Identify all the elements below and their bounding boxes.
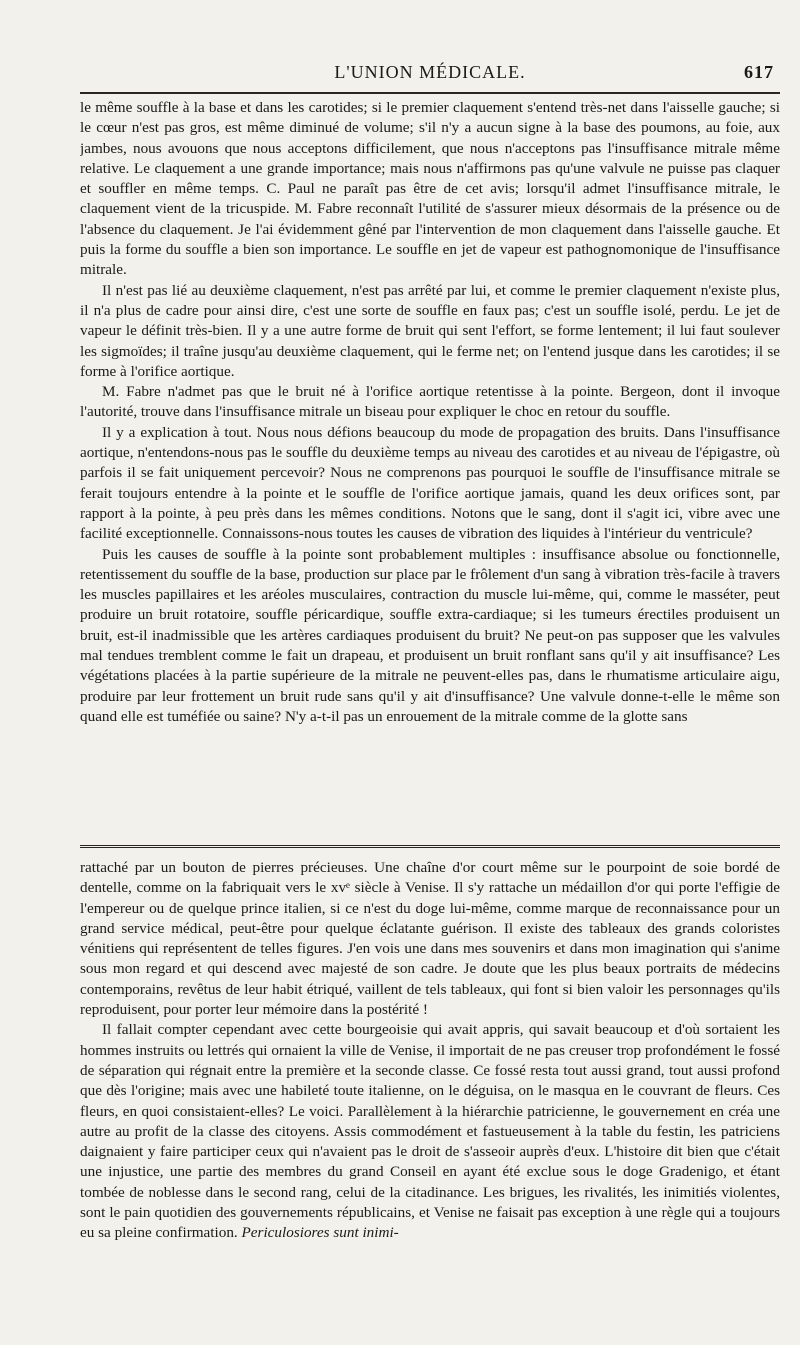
article-paragraph: Il y a explication à tout. Nous nous défions beaucoup du mode de propagation des bruits. Dans l'insuffisance aortique, n'entendons-nous pas le souffle du deuxième temps au niveau des carotides et au niveau de l'épigastre, où parfois il se fait uniquement percevoir? Nous ne comprenons pas pourquoi le souffle de l'insuffisance mitrale se ferait toujours entendre à la pointe et le souffle de l'orifice aortique jamais, quand les deux orifices sont, par rapport à la pointe, à peu près dans les mêmes conditions. Notons que le sang, dont il s'agit ici, vibre avec une facilité exceptionnelle. Connaissons-nous toutes les causes de vibration des liquides à l'intérieur du ventricule? [80, 423, 780, 543]
feuilleton-body [80, 858, 780, 1318]
running-title: L'UNION MÉDICALE. [334, 62, 526, 82]
article-paragraph: M. Fabre n'admet pas que le bruit né à l'orifice aortique retentisse à la pointe. Bergeon, dont il invoque l'autorité, trouve dans l'insuffisance mitrale un biseau pour expliquer le choc en retour du souffle. [80, 383, 780, 421]
header-rule [80, 92, 780, 94]
feuilleton-paragraph-text: Il fallait compter cependant avec cette bourgeoisie qui avait appris, qui savait beaucoup et d'où sortaient les hommes instruits ou lettrés qui ornaient la ville de Venise, il importait de ne pas creuser trop profondément le fossé de séparation qui régnait entre la première et la seconde classe. Ce fossé resta tout aussi grand, tout aussi profond que dès l'origine; mais avec une habileté toute italienne, on le déguisa, on le masqua en le couvrant de fleurs. Ces fleurs, en quoi consistaient-elles? Le voici. Parallèlement à la hiérarchie patricienne, le gouvernement en créa une autre au profit de la classe des citoyens. Assis commodément et fastueusement à la table du festin, les patriciens daignaient y faire participer ceux qui n'avaient pas le droit de s'asseoir auprès d'eux. L'histoire dit bien que c'était une injustice, une partie des membres du grand Conseil en ayant été exclue sous le doge Gradenigo, et étant tombée de noblesse dans le second rang, celui de la citadinance. Les brigues, les rivalités, les inimitiés violentes, sont le pain quotidien des gouvernements républicains, et Venise ne faisait pas exception à une règle qui a toujours eu sa pleine confirmation. [80, 1021, 780, 1242]
latin-quote: Periculosiores sunt inimi- [241, 1224, 399, 1242]
article-body [80, 98, 780, 833]
feuilleton-divider [80, 845, 780, 848]
article-paragraph: Il n'est pas lié au deuxième claquement, n'est pas arrêté par lui, et comme le premier claquement n'existe plus, il n'a plus de cadre pour ainsi dire, c'est une sorte de souffle en faux pas; c'est un souffle isolé, perdu. Le jet de vapeur le définit très-bien. Il y a une autre forme de bruit qui sent l'effort, se forme lentement; il lui faut soulever les sigmoïdes; il traîne jusqu'au deuxième claquement, qui le ferme net; on l'entend jusque dans les carotides; il se forme à l'orifice aortique. [80, 281, 780, 380]
page-number: 617 [744, 62, 774, 82]
feuilleton-paragraph [80, 1020, 780, 1243]
running-head [80, 56, 780, 92]
feuilleton-paragraph: rattaché par un bouton de pierres précieuses. Une chaîne d'or court même sur le pourpoint de soie bordé de dentelle, comme on la fabriquait vers le xvᵉ siècle à Venise. Il s'y rattache un médaillon d'or qui porte l'effigie de l'empereur ou de quelque prince italien, si ce n'est du doge lui-même, comme marque de reconnaissance pour un grand service médical, peut-être pour quelque éclatante guérison. Il existe des tableaux des grands coloristes vénitiens qui représentent de telles figures. J'en vois une dans mes souvenirs et dans mon imagination qui s'anime sous mon regard et qui descend avec majesté de son cadre. Je doute que les plus beaux portraits de médecins contemporains, revêtus de leur habit étriqué, vaillent de tels tableaux, qui font si bien valoir les personnages qu'ils reproduisent, pour porter leur mémoire dans la postérité ! [80, 859, 780, 1019]
article-paragraph: Puis les causes de souffle à la pointe sont probablement multiples : insuffisance absolue ou fonctionnelle, retentissement du souffle de la base, production sur place par le frôlement d'un sang à vibration très-facile à travers les muscles papillaires et les aréoles musculaires, contraction du muscle lui-même, qui, comme le masséter, peut produire un bruit rotatoire, souffle péricardique, souffle extra-cardiaque; si les tumeurs érectiles produisent un bruit, est-il inadmissible que les artères cardiaques produisent du bruit? Ne peut-on pas supposer que les valvules mal tendues tremblent comme le fait un drapeau, et produisent un bruit ronflant sans qu'il y ait insuffisance? Les végétations placées à la partie supérieure de la mitrale ne peuvent-elles pas, dans le rhumatisme articulaire aigu, produire par leur frottement un bruit rude sans qu'il y ait d'insuffisance? Une valvule donne-t-elle le même son quand elle est tuméfiée ou saine? N'y a-t-il pas un enrouement de la mitrale comme de la glotte sans [80, 545, 780, 725]
article-paragraph: le même souffle à la base et dans les carotides; si le premier claquement s'entend très-net dans l'aisselle gauche; si le cœur n'est pas gros, est même diminué de volume; s'il n'y a aucun signe à la base des poumons, au foie, aux jambes, nous avouons que nous acceptons difficilement, que nous n'acceptons pas l'insuffisance mitrale même relative. Le claquement a une grande importance; mais nous n'affirmons pas qu'une valvule ne puisse pas claquer et souffler en même temps. C. Paul ne paraît pas être de cet avis; lorsqu'il admet l'insuffisance mitrale, le claquement vient de la tricuspide. M. Fabre reconnaît l'utilité de s'assurer mieux désormais de la présence ou de l'absence du claquement. Je l'ai évidemment gêné par l'intervention de mon claquement dans l'aisselle gauche. Et puis la forme du souffle a bien son importance. Le souffle en jet de vapeur est pathognomonique de l'insuffisance mitrale. [80, 99, 780, 279]
